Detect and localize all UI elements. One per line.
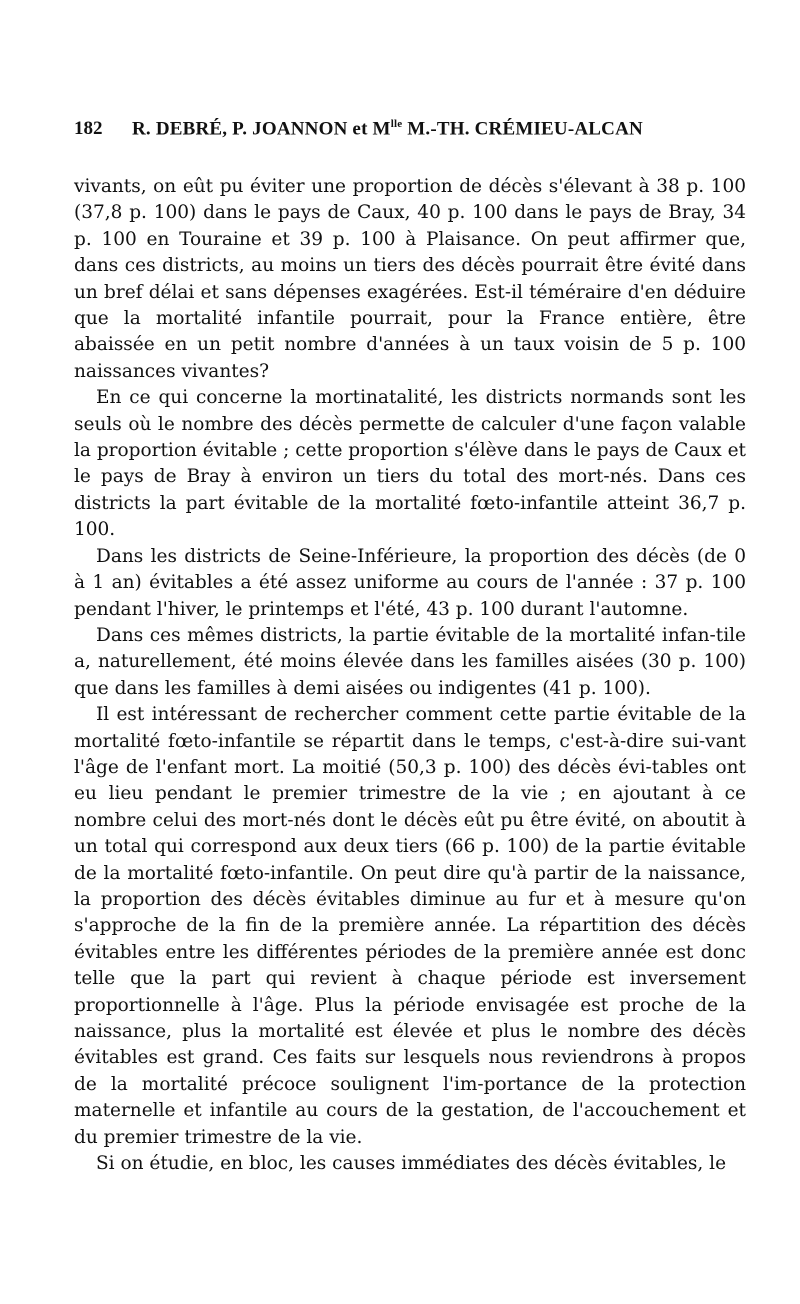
book-page [74,118,746,1177]
running-head [132,118,643,140]
page-header [74,118,746,148]
running-head-authors-end: M.-TH. CRÉMIEU-ALCAN [402,118,643,140]
running-head-superscript: lle [390,118,403,130]
running-head-authors: R. DEBRÉ, P. JOANNON et M [132,118,391,140]
body-text [74,174,746,1177]
paragraph-repartition: Il est intéressant de rechercher comment cette partie évitable de la mortalité fœto-infantile se répartit dans le temps, c'est-à-dire sui-vant l'âge de l'enfant mort. La moitié (50,3 p. 100) des décès évi-tables ont eu lieu pendant le premier trimestre de la vie ; en ajoutant à ce nombre celui des mort-nés dont le décès eût pu être évité, on aboutit à un total qui correspond aux deux tiers (66 p. 100) de la partie évitable de la mortalité fœto-infantile. On peut dire qu'à partir de la naissance, la proportion des décès évitables diminue au fur et à mesure qu'on s'approche de la fin de la première année. La répartition des décès évitables entre les différentes périodes de la première année est donc telle que la part qui revient à chaque période est inversement proportionnelle à l'âge. Plus la période envisagée est proche de la naissance, plus la mortalité est élevée et plus le nombre des décès évitables est grand. Ces faits sur lesquels nous reviendrons à propos de la mortalité précoce soulignent l'im-portance de la protection maternelle et infantile au cours de la gestation, de l'accouchement et du premier trimestre de la vie. [74,704,746,1148]
paragraph-causes: Si on étudie, en bloc, les causes immédiates des décès évitables, le [96,1153,727,1175]
paragraph-familles: Dans ces mêmes districts, la partie évitable de la mortalité infan-tile a, naturellement, été moins élevée dans les familles aisées (30 p. 100) que dans les familles à demi aisées ou indigentes (41 p. 100). [74,624,746,699]
paragraph-continued: vivants, on eût pu éviter une proportion de décès s'élevant à 38 p. 100 (37,8 p. 100) dans le pays de Caux, 40 p. 100 dans le pays de Bray, 34 p. 100 en Touraine et 39 p. 100 à Plaisance. On peut affirmer que, dans ces districts, au moins un tiers des décès pourrait être évité dans un bref délai et sans dépenses exagérées. Est-il téméraire d'en déduire que la mortalité infantile pourrait, pour la France entière, être abaissée en un petit nombre d'années à un taux voisin de 5 p. 100 naissances vivantes? [74,176,746,382]
page-number: 182 [74,118,103,140]
paragraph-mortinatalite: En ce qui concerne la mortinatalité, les districts normands sont les seuls où le nombre des décès permette de calculer d'une façon valable la proportion évitable ; cette proportion s'élève dans le pays de Caux et le pays de Bray à environ un tiers du total des mort-nés. Dans ces districts la part évitable de la mortalité fœto-infantile atteint 36,7 p. 100. [74,387,746,541]
paragraph-seine-inferieure: Dans les districts de Seine-Inférieure, la proportion des décès (de 0 à 1 an) évitables a été assez uniforme au cours de l'année : 37 p. 100 pendant l'hiver, le printemps et l'été, 43 p. 100 durant l'automne. [74,545,746,620]
